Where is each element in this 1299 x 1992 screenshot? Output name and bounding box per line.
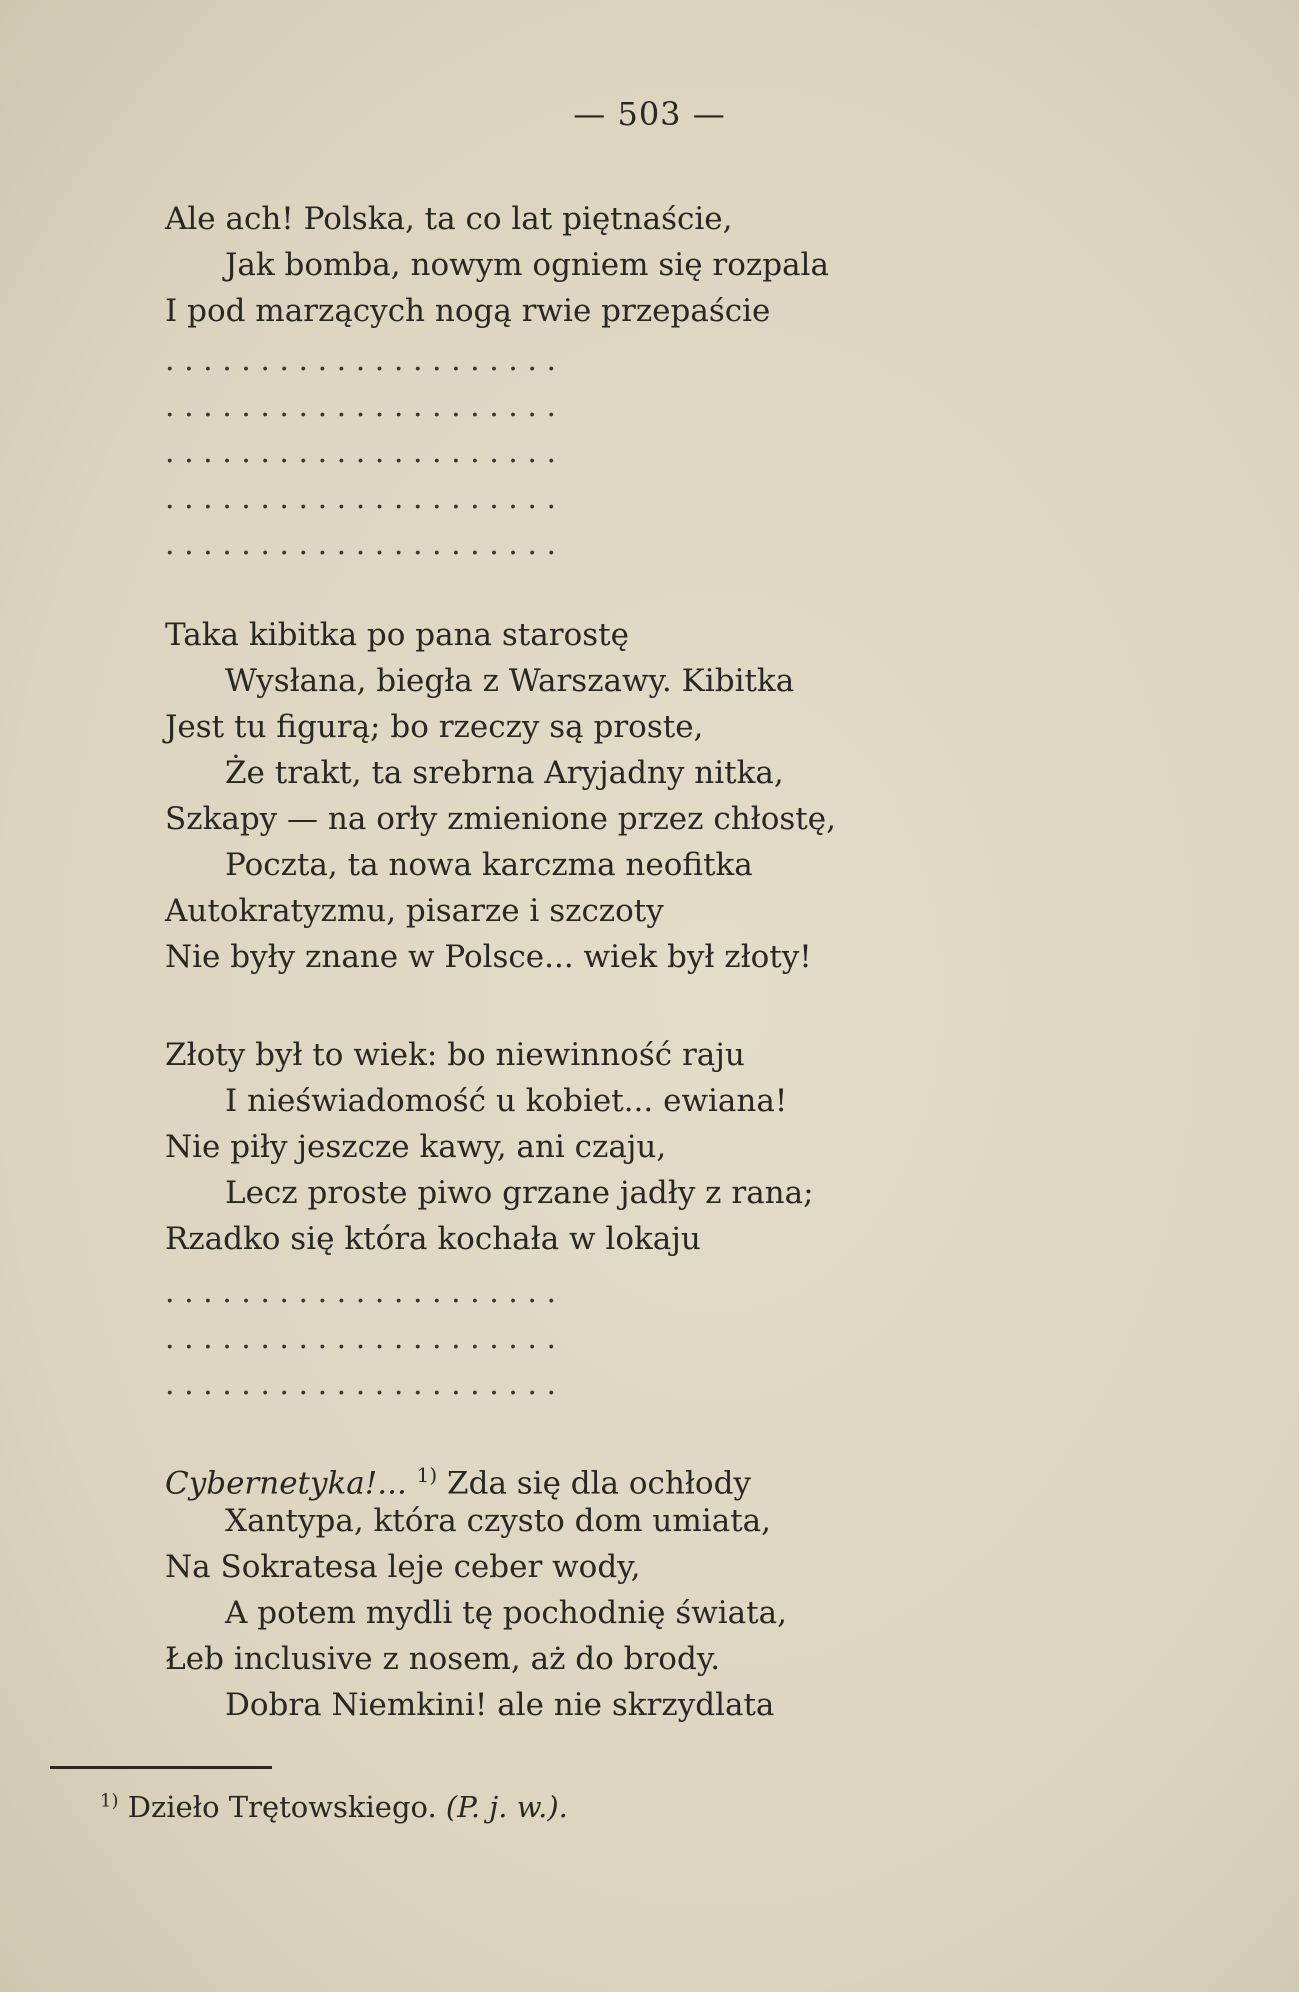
dots-line: . . . . . . . . . . . . . . . . . . . . .	[165, 481, 556, 516]
stanza-2	[165, 612, 965, 980]
dots-line: . . . . . . . . . . . . . . . . . . . . .	[165, 1321, 556, 1356]
verse-line: A potem mydli tę pochodnię świata,	[225, 1595, 787, 1631]
verse-text: Zda się dla ochłody	[437, 1465, 751, 1502]
stanza-1	[165, 196, 965, 334]
verse-line: I nieświadomość u kobiet... ewiana!	[225, 1083, 788, 1119]
verse-line: Poczta, ta nowa karczma neofitka	[225, 847, 753, 883]
verse-line: I pod marzących nogą rwie przepaście	[165, 293, 771, 329]
dots-line: . . . . . . . . . . . . . . . . . . . . .	[165, 1275, 556, 1310]
verse-line: Szkapy — na orły zmienione przez chłostę,	[165, 801, 836, 837]
verse-line: Jest tu figurą; bo rzeczy są proste,	[165, 709, 704, 745]
dots-line: . . . . . . . . . . . . . . . . . . . . .	[165, 527, 556, 562]
verse-line	[165, 1452, 965, 1502]
verse-line: Jak bomba, nowym ogniem się rozpala	[225, 247, 829, 283]
verse-line: Że trakt, ta srebrna Aryjadny nitka,	[225, 755, 784, 791]
italic-title: Cybernetyka!...	[165, 1465, 407, 1502]
verse-line: Na Sokratesa leje ceber wody,	[165, 1549, 641, 1585]
verse-line: Dobra Niemkini! ale nie skrzydlata	[225, 1687, 775, 1723]
verse-line: Xantypa, która czysto dom umiata,	[225, 1503, 771, 1539]
dots-line: . . . . . . . . . . . . . . . . . . . . .	[165, 343, 556, 378]
dots-line: . . . . . . . . . . . . . . . . . . . . .	[165, 1367, 556, 1402]
verse-line: Autokratyzmu, pisarze i szczoty	[165, 893, 664, 929]
page-number: — 503 —	[573, 95, 726, 133]
footnote-marker: 1)	[100, 1790, 119, 1812]
verse-line: Taka kibitka po pana starostę	[165, 617, 629, 653]
footnote-text: Dzieło Trętowskiego.	[118, 1790, 446, 1824]
verse-line: Złoty był to wiek: bo niewinność raju	[165, 1037, 745, 1073]
verse-line: Łeb inclusive z nosem, aż do brody.	[165, 1641, 721, 1677]
omission-dots-2	[165, 1270, 965, 1408]
dots-line: . . . . . . . . . . . . . . . . . . . . .	[165, 389, 556, 424]
footnote-divider	[50, 1766, 272, 1769]
footnote	[100, 1790, 568, 1824]
verse-line: Wysłana, biegła z Warszawy. Kibitka	[225, 663, 795, 699]
verse-line: Ale ach! Polska, ta co lat piętnaście,	[165, 201, 733, 237]
omission-dots-1	[165, 338, 965, 568]
verse-line: Nie piły jeszcze kawy, ani czaju,	[165, 1129, 667, 1165]
verse-line: Rzadko się która kochała w lokaju	[165, 1221, 701, 1257]
stanza-3	[165, 1032, 965, 1262]
verse-line: Lecz proste piwo grzane jadły z rana;	[225, 1175, 814, 1211]
verse-line: Nie były znane w Polsce... wiek był złoty!	[165, 939, 812, 975]
dots-line: . . . . . . . . . . . . . . . . . . . . .	[165, 435, 556, 470]
footnote-source: (P. j. w.).	[445, 1790, 568, 1824]
footnote-reference: 1)	[416, 1463, 438, 1487]
stanza-4	[165, 1452, 965, 1728]
